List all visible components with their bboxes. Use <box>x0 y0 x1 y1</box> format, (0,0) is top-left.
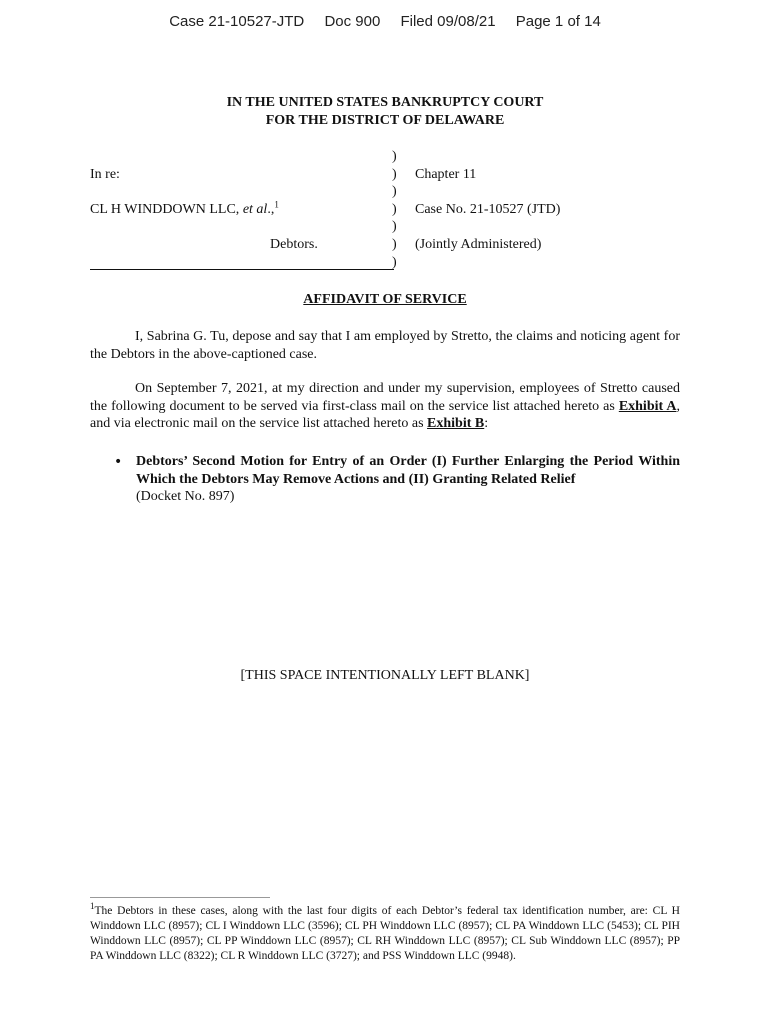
caption-chapter: Chapter 11 <box>415 167 477 182</box>
header-filed-date: Filed 09/08/21 <box>400 13 496 30</box>
court-heading-line2: FOR THE DISTRICT OF DELAWARE <box>265 113 505 128</box>
caption-paren: ) <box>392 149 397 164</box>
caption-debtors-label: Debtors. <box>270 237 318 252</box>
header-doc-number: Doc 900 <box>324 13 381 30</box>
footnote-number: 1 <box>90 901 95 912</box>
exhibit-a-reference: Exhibit A <box>618 398 677 414</box>
caption-case-number: Case No. 21-10527 (JTD) <box>415 202 561 217</box>
exhibit-b-reference: Exhibit B <box>427 416 485 431</box>
footnote-divider <box>90 897 270 898</box>
caption-paren: ) <box>392 167 397 182</box>
document-title: AFFIDAVIT OF SERVICE <box>303 292 467 307</box>
caption-debtor-name <box>90 199 279 218</box>
court-heading <box>0 94 770 130</box>
court-heading-line1: IN THE UNITED STATES BANKRUPTCY COURT <box>226 95 544 110</box>
caption-et-al: et al <box>242 202 268 217</box>
header-page-number: Page 1 of 14 <box>515 13 601 30</box>
footnote-text: The Debtors in these cases, along with the last four digits of each Debtor’s federal tax identification number, are: CL H Winddown LLC (8957); CL I Winddown LLC (3596); CL PH Winddown LLC (8957); CL PA Winddown LLC (5453); CL PIH Winddown LLC (8957); CL PP Winddown LLC (8957); CL RH Winddown LLC (8957); CL Sub Winddown LLC (8957); PP PA Winddown LLC (8322); CL R Winddown LLC (3727); and PSS Winddown LLC (9948). <box>90 905 680 962</box>
caption-paren: ) <box>392 202 397 217</box>
footnote <box>90 901 680 964</box>
paragraph-service <box>90 380 680 433</box>
caption-jointly-administered: (Jointly Administered) <box>415 237 542 252</box>
bullet-icon: • <box>114 454 123 470</box>
caption-footnote-ref[interactable]: 1 <box>274 199 279 210</box>
caption-paren: ) <box>392 237 397 252</box>
caption-paren: ) <box>392 219 397 234</box>
service-text-after: : <box>484 416 489 431</box>
service-text-before: On September 7, 2021, at my direction and under my supervision, employees of Stretto caused the following document to be served via first-class mail on the service list attached hereto as <box>90 381 680 414</box>
service-text-middle: , and via electronic mail on the service list attached hereto as <box>90 398 680 431</box>
caption-paren: ) <box>392 184 397 199</box>
caption-paren: ) <box>392 255 397 270</box>
caption-et-al-suffix: ., <box>267 202 275 217</box>
served-document-title: Debtors’ Second Motion for Entry of an Order (I) Further Enlarging the Period Within Which the Debtors May Remove Actions and (II) Granting Related Relief <box>136 454 680 487</box>
caption-in-re: In re: <box>90 167 120 182</box>
blank-space-notice: [THIS SPACE INTENTIONALLY LEFT BLANK] <box>240 668 530 683</box>
ecf-header-stamp <box>0 13 770 30</box>
paragraph-declarant: I, Sabrina G. Tu, depose and say that I am employed by Stretto, the claims and noticing agent for the Debtors in the above-captioned case. <box>90 329 680 362</box>
served-document-docket: (Docket No. 897) <box>136 489 235 504</box>
served-document-item <box>136 453 680 506</box>
header-case-number: Case 21-10527-JTD <box>169 13 305 30</box>
caption-debtor-name-text: CL H WINDDOWN LLC, <box>90 202 243 217</box>
caption-underline <box>90 269 394 270</box>
